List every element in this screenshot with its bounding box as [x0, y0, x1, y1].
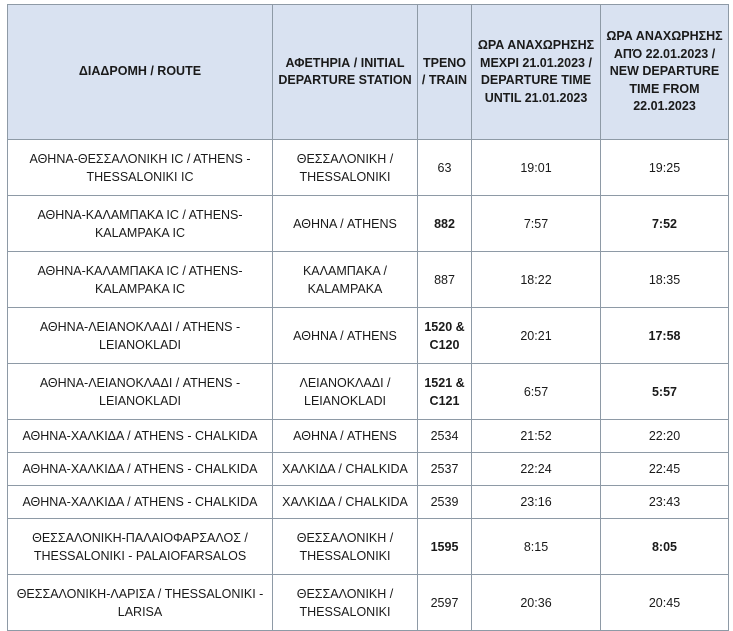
cell-initial-station: ΑΘΗΝΑ / ATHENS — [273, 420, 418, 453]
cell-initial-station: ΧΑΛΚΙΔΑ / CHALKIDA — [273, 453, 418, 486]
cell-train: 2597 — [418, 575, 472, 631]
cell-departure-from: 20:45 — [601, 575, 729, 631]
cell-train: 2534 — [418, 420, 472, 453]
schedule-table-container — [7, 4, 729, 631]
cell-departure-until: 8:15 — [472, 519, 601, 575]
cell-train: 1521 & C121 — [418, 364, 472, 420]
cell-departure-from: 7:52 — [601, 196, 729, 252]
cell-departure-from: 17:58 — [601, 308, 729, 364]
cell-route: ΑΘΗΝΑ-ΧΑΛΚΙΔΑ / ATHENS - CHALKIDA — [8, 453, 273, 486]
cell-departure-from: 23:43 — [601, 486, 729, 519]
table-row — [8, 420, 729, 453]
cell-route: ΘΕΣΣΑΛΟΝΙΚΗ-ΠΑΛΑΙΟΦΑΡΣΑΛΟΣ / THESSALONIKI - PALAIOFARSALOS — [8, 519, 273, 575]
cell-route: ΘΕΣΣΑΛΟΝΙΚΗ-ΛΑΡΙΣΑ / THESSALONIKI - LARISA — [8, 575, 273, 631]
cell-route: ΑΘΗΝΑ-ΧΑΛΚΙΔΑ / ATHENS - CHALKIDA — [8, 486, 273, 519]
cell-departure-until: 20:36 — [472, 575, 601, 631]
cell-departure-until: 20:21 — [472, 308, 601, 364]
cell-departure-from: 8:05 — [601, 519, 729, 575]
cell-departure-from: 22:45 — [601, 453, 729, 486]
cell-departure-until: 7:57 — [472, 196, 601, 252]
cell-train: 2537 — [418, 453, 472, 486]
cell-train: 882 — [418, 196, 472, 252]
header-train: ΤΡΕΝΟ / TRAIN — [418, 5, 472, 140]
cell-initial-station: ΧΑΛΚΙΔΑ / CHALKIDA — [273, 486, 418, 519]
cell-departure-until: 22:24 — [472, 453, 601, 486]
cell-route: ΑΘΗΝΑ-ΚΑΛΑΜΠΑΚΑ IC / ATHENS-KALAMPAKA IC — [8, 252, 273, 308]
header-initial-station: ΑΦΕΤΗΡΙΑ / INITIAL DEPARTURE STATION — [273, 5, 418, 140]
cell-departure-from: 18:35 — [601, 252, 729, 308]
cell-initial-station: ΘΕΣΣΑΛΟΝΙΚΗ / THESSALONIKI — [273, 519, 418, 575]
cell-initial-station: ΑΘΗΝΑ / ATHENS — [273, 308, 418, 364]
cell-departure-until: 23:16 — [472, 486, 601, 519]
header-departure-from: ΩΡΑ ΑΝΑΧΩΡΗΣΗΣ ΑΠΌ 22.01.2023 / NEW DEPARTURE TIME FROM 22.01.2023 — [601, 5, 729, 140]
cell-train: 2539 — [418, 486, 472, 519]
cell-departure-from: 22:20 — [601, 420, 729, 453]
cell-train: 1595 — [418, 519, 472, 575]
cell-route: ΑΘΗΝΑ-ΛΕΙΑΝΟΚΛΑΔΙ / ATHENS - LEIANOKLADI — [8, 364, 273, 420]
cell-route: ΑΘΗΝΑ-ΛΕΙΑΝΟΚΛΑΔΙ / ATHENS - LEIANOKLADI — [8, 308, 273, 364]
cell-initial-station: ΛΕΙΑΝΟΚΛΑΔΙ / LEIANOKLADI — [273, 364, 418, 420]
cell-initial-station: ΘΕΣΣΑΛΟΝΙΚΗ / THESSALONIKI — [273, 140, 418, 196]
table-row — [8, 486, 729, 519]
cell-departure-until: 6:57 — [472, 364, 601, 420]
table-row — [8, 364, 729, 420]
table-header-row — [8, 5, 729, 140]
cell-route: ΑΘΗΝΑ-ΧΑΛΚΙΔΑ / ATHENS - CHALKIDA — [8, 420, 273, 453]
cell-initial-station: ΑΘΗΝΑ / ATHENS — [273, 196, 418, 252]
table-row — [8, 575, 729, 631]
header-departure-until: ΩΡΑ ΑΝΑΧΩΡΗΣΗΣ ΜΕΧΡΙ 21.01.2023 / DEPARTURE TIME UNTIL 21.01.2023 — [472, 5, 601, 140]
table-row — [8, 519, 729, 575]
cell-initial-station: ΘΕΣΣΑΛΟΝΙΚΗ / THESSALONIKI — [273, 575, 418, 631]
cell-route: ΑΘΗΝΑ-ΚΑΛΑΜΠΑΚΑ IC / ATHENS-KALAMPAKA IC — [8, 196, 273, 252]
cell-train: 63 — [418, 140, 472, 196]
table-row — [8, 140, 729, 196]
table-row — [8, 308, 729, 364]
cell-train: 1520 & C120 — [418, 308, 472, 364]
table-row — [8, 252, 729, 308]
cell-departure-from: 5:57 — [601, 364, 729, 420]
table-row — [8, 453, 729, 486]
header-route: ΔΙΑΔΡΟΜΗ / ROUTE — [8, 5, 273, 140]
cell-departure-from: 19:25 — [601, 140, 729, 196]
table-row — [8, 196, 729, 252]
cell-departure-until: 21:52 — [472, 420, 601, 453]
cell-initial-station: ΚΑΛΑΜΠΑΚΑ / KALAMPAKA — [273, 252, 418, 308]
schedule-table — [7, 4, 729, 631]
cell-route: ΑΘΗΝΑ-ΘΕΣΣΑΛΟΝΙΚΗ IC / ATHENS - THESSALONIKI IC — [8, 140, 273, 196]
cell-train: 887 — [418, 252, 472, 308]
cell-departure-until: 18:22 — [472, 252, 601, 308]
cell-departure-until: 19:01 — [472, 140, 601, 196]
